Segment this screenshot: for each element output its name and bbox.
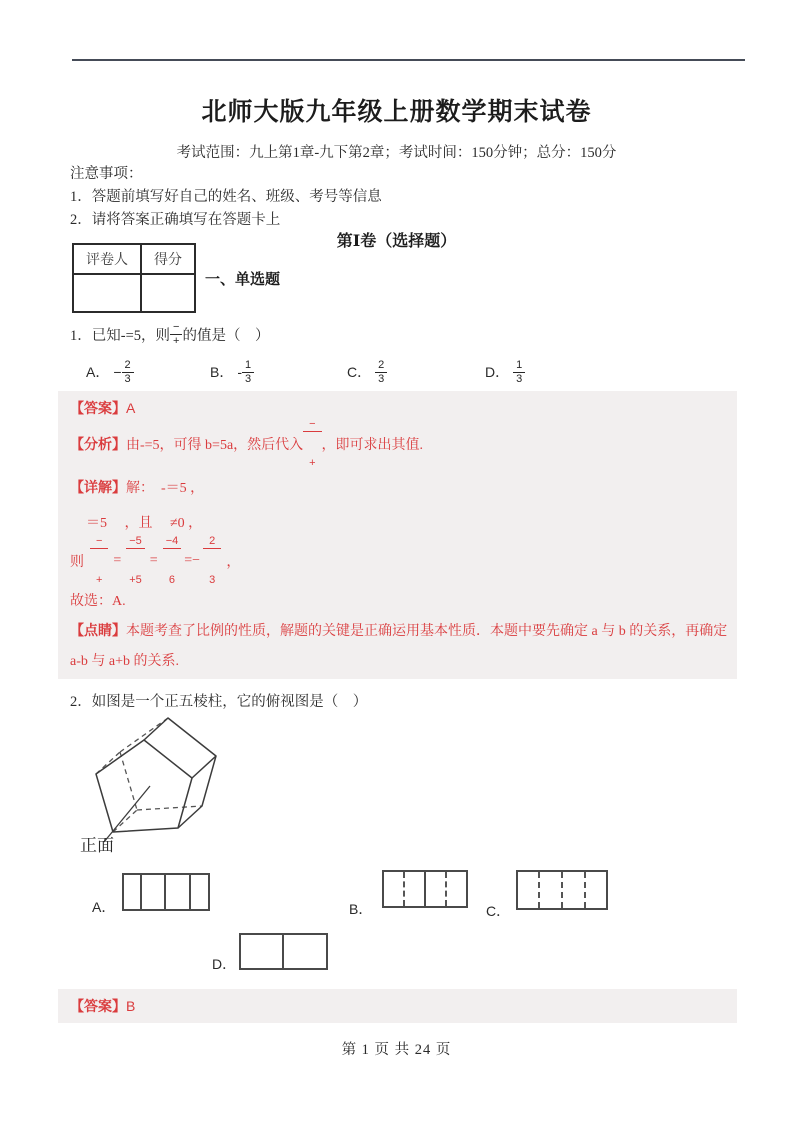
q2-option-c-letter: C． (486, 903, 511, 919)
score-table-header-score: 得分 (141, 244, 195, 274)
q1-conclusion-line: 故选：A. (70, 594, 126, 609)
q1-stem-prefix: 1．已知-=5，则 (70, 327, 171, 344)
q2-option-a-letter: A． (92, 899, 116, 915)
q1-tip-paragraph: 【点睛】本题考查了比例的性质，解题的关键是正确运用基本性质．本题中要先确定 a 与 b 的关系，再确定 a-b 与 a+b 的关系. (70, 624, 728, 669)
q2-option-b-letter: B． (349, 901, 373, 917)
q1-stem-fraction: $\frac{-}{+}$ (170, 321, 182, 347)
notes-heading: 注意事项： (70, 166, 143, 182)
exam-scope-line: 考试范围：九上第1章-九下第2章；考试时间：150分钟；总分：150分 (176, 145, 617, 161)
score-table (72, 243, 196, 313)
eq-fraction-2: $\frac{-5}{+5}$ (126, 510, 145, 612)
q1-detail-line-1: 【详解】解： -＝5 ， (70, 481, 205, 496)
prism-hidden-edge-5 (113, 810, 137, 832)
page-number-footer: 第 1 页 共 24 页 (341, 1042, 452, 1058)
q1-option-b: B． - $\frac{1}{3}$ (210, 356, 254, 388)
score-table-cell-score (141, 274, 195, 312)
q2-answer-block-background (58, 989, 737, 1023)
q1-option-d-fraction: $\frac{1}{3}$ (513, 359, 525, 385)
q1-answer-line: 【答案】A (70, 400, 136, 417)
eq-fraction-4: $\frac{2}{3}$ (203, 510, 221, 612)
q2-answer-line: 【答案】B (70, 998, 136, 1015)
q1-option-d: D． $\frac{1}{3}$ (485, 356, 525, 388)
question-1-stem (70, 318, 269, 350)
q2-option-c-drawing (516, 870, 608, 910)
front-face-pointer-line (104, 786, 150, 842)
q2-option-d-drawing (239, 933, 328, 970)
score-table-header-grader: 评卷人 (73, 244, 141, 274)
prism-hidden-edge-2 (120, 752, 137, 810)
q1-option-c-fraction: $\frac{2}{3}$ (375, 359, 387, 385)
q1-analysis-fraction: $\frac{-}{+}$ (303, 393, 321, 495)
prism-hidden-edge-1 (120, 718, 168, 752)
page-title: 北师大版九年级上册数学期末试卷 (201, 99, 592, 126)
q2-option-a-drawing (122, 873, 210, 911)
front-face-label: 正面 (80, 836, 114, 854)
pentagonal-prism-figure (66, 712, 246, 854)
q2-option-b-drawing (382, 870, 468, 908)
score-table-cell-grader (73, 274, 141, 312)
note-item-2: 2．请将答案正确填写在答题卡上 (70, 212, 281, 228)
eq-fraction-3: $\frac{-4}{6}$ (163, 510, 182, 612)
q1-equation-line: 则 $\frac{-}{+}$ = $\frac{-5}{+5}$ = $\frac{-4}{6}$ =− $\frac{2}{3}$ ， (70, 543, 240, 579)
q1-detail-line-2: ＝5 ，且 ≠0 ， (86, 516, 203, 531)
eq-fraction-1: $\frac{-}{+}$ (90, 510, 108, 612)
prism-front-pentagon (96, 740, 192, 832)
q2-option-d-letter: D． (212, 956, 237, 972)
q1-option-c: C． $\frac{2}{3}$ (347, 356, 387, 388)
q1-option-a-fraction: $\frac{2}{3}$ (122, 359, 134, 385)
header-rule (72, 59, 745, 61)
q1-option-a: A． − $\frac{2}{3}$ (86, 356, 134, 388)
question-2-stem: 2．如图是一个正五棱柱，它的俯视图是（ ） (70, 694, 368, 710)
q1-analysis-line: 【分析】 由-=5，可得 b=5a，然后代入 $\frac{-}{+}$ ，即可求出其值. (70, 428, 423, 460)
q1-option-b-fraction: $\frac{1}{3}$ (242, 359, 254, 385)
q1-stem-suffix: 的值是（ ） (182, 327, 270, 344)
prism-hidden-edge-3 (137, 806, 202, 810)
note-item-1: 1．答题前填写好自己的姓名、班级、考号等信息 (70, 189, 382, 205)
prism-back-visible-edges (144, 718, 216, 828)
section1-title: 第Ⅰ卷（选择题） (336, 233, 457, 250)
subsection-title: 一、单选题 (205, 272, 281, 288)
